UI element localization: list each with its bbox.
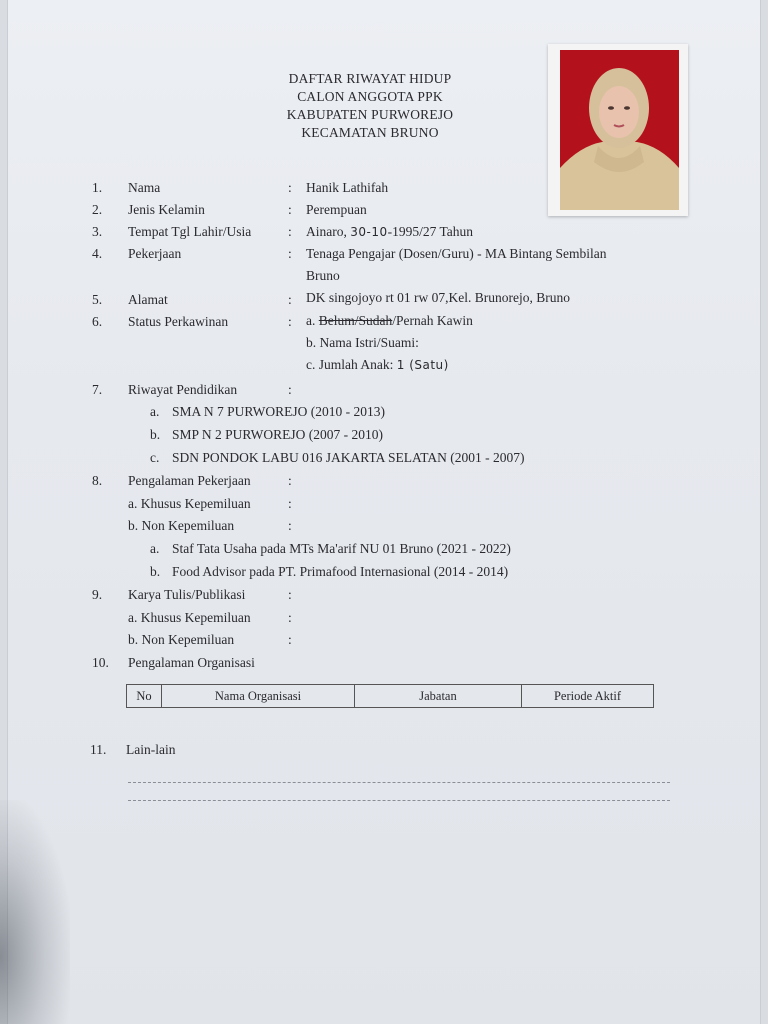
colon: : — [288, 587, 292, 602]
photo-frame — [548, 44, 688, 216]
value-jenis-kelamin: Perempuan — [306, 202, 367, 217]
pendidikan-item: SMP N 2 PURWOREJO (2007 - 2010) — [172, 427, 384, 442]
ttl-handwritten-date: 30-10 — [350, 225, 388, 239]
pengalaman-khusus: a. Khusus Kepemiluan — [128, 496, 251, 511]
label-pekerjaan: Pekerjaan — [128, 246, 182, 261]
item-number: 11. — [90, 742, 107, 757]
portrait-photo — [560, 50, 679, 210]
title-line-2: CALON ANGGOTA PPK — [297, 89, 443, 104]
column-header-nama-organisasi: Nama Organisasi — [162, 685, 355, 708]
colon: : — [288, 246, 292, 261]
value-status-a — [306, 313, 473, 329]
table-header-row — [127, 685, 654, 708]
karya-khusus: a. Khusus Kepemiluan — [128, 610, 251, 625]
pendidikan-letter: c. — [150, 450, 160, 465]
colon: : — [288, 224, 292, 239]
value-pekerjaan-line1: Tenaga Pengajar (Dosen/Guru) - MA Bintang Sembilan — [306, 246, 607, 261]
label-lain-lain: Lain-lain — [126, 742, 176, 757]
status-c-label: c. Jumlah Anak: — [306, 357, 394, 372]
colon: : — [288, 382, 292, 397]
page-shadow — [0, 800, 70, 1024]
label-organisasi: Pengalaman Organisasi — [128, 655, 255, 670]
status-c-handwritten: 1 (Satu) — [396, 358, 449, 372]
pendidikan-letter: b. — [150, 427, 161, 442]
column-header-jabatan: Jabatan — [355, 685, 522, 708]
label-karya: Karya Tulis/Publikasi — [128, 587, 246, 602]
karya-non: b. Non Kepemiluan — [128, 632, 235, 647]
value-alamat: DK singojoyo rt 01 rw 07,Kel. Brunorejo, Bruno — [306, 290, 570, 305]
column-header-no: No — [127, 685, 162, 708]
colon: : — [288, 496, 292, 511]
colon: : — [288, 518, 292, 533]
item-number: 10. — [92, 655, 109, 670]
title-line-1: DAFTAR RIWAYAT HIDUP — [288, 71, 452, 86]
item-number: 6. — [92, 314, 103, 329]
value-status-b: b. Nama Istri/Suami: — [306, 335, 419, 350]
item-number: 7. — [92, 382, 103, 397]
colon: : — [288, 180, 292, 195]
organisasi-table — [126, 684, 654, 708]
status-a-rest: /Pernah Kawin — [392, 313, 473, 328]
pendidikan-item: SDN PONDOK LABU 016 JAKARTA SELATAN (2001 - 2007) — [172, 450, 525, 465]
value-pekerjaan-line2: Bruno — [306, 268, 340, 283]
item-number: 8. — [92, 473, 103, 488]
label-jenis-kelamin: Jenis Kelamin — [128, 202, 205, 217]
label-pengalaman: Pengalaman Pekerjaan — [128, 473, 251, 488]
label-nama: Nama — [128, 180, 161, 195]
pendidikan-item: SMA N 7 PURWOREJO (2010 - 2013) — [172, 404, 386, 419]
column-header-periode-aktif: Periode Aktif — [522, 685, 654, 708]
item-number: 1. — [92, 180, 103, 195]
colon: : — [288, 202, 292, 217]
label-status: Status Perkawinan — [128, 314, 229, 329]
item-number: 4. — [92, 246, 103, 261]
title-line-4: KECAMATAN BRUNO — [301, 125, 439, 140]
value-nama: Hanik Lathifah — [306, 180, 389, 195]
item-number: 9. — [92, 587, 103, 602]
label-ttl: Tempat Tgl Lahir/Usia — [128, 224, 252, 239]
label-alamat: Alamat — [128, 292, 168, 307]
dotted-line — [128, 782, 670, 783]
label-pendidikan: Riwayat Pendidikan — [128, 382, 238, 397]
item-number: 2. — [92, 202, 103, 217]
item-number: 3. — [92, 224, 103, 239]
ttl-rest: -1995/27 Tahun — [387, 224, 474, 239]
document-title — [230, 70, 510, 142]
status-a-struck: Belum/Sudah — [318, 313, 393, 328]
colon: : — [288, 314, 292, 329]
status-a-prefix: a. — [306, 313, 319, 328]
pengalaman-item: Staf Tata Usaha pada MTs Ma'arif NU 01 Bruno (2021 - 2022) — [172, 541, 511, 556]
pendidikan-letter: a. — [150, 404, 160, 419]
dotted-line — [128, 800, 670, 801]
pengalaman-letter: b. — [150, 564, 161, 579]
colon: : — [288, 473, 292, 488]
ttl-place: Ainaro, — [306, 224, 351, 239]
value-status-c — [306, 357, 449, 373]
colon: : — [288, 610, 292, 625]
pengalaman-non: b. Non Kepemiluan — [128, 518, 235, 533]
colon: : — [288, 292, 292, 307]
item-number: 5. — [92, 292, 103, 307]
pengalaman-letter: a. — [150, 541, 160, 556]
portrait-illustration — [560, 50, 679, 210]
value-ttl — [306, 224, 473, 240]
colon: : — [288, 632, 292, 647]
pengalaman-item: Food Advisor pada PT. Primafood Internasional (2014 - 2014) — [172, 564, 509, 579]
title-line-3: KABUPATEN PURWOREJO — [286, 107, 454, 122]
